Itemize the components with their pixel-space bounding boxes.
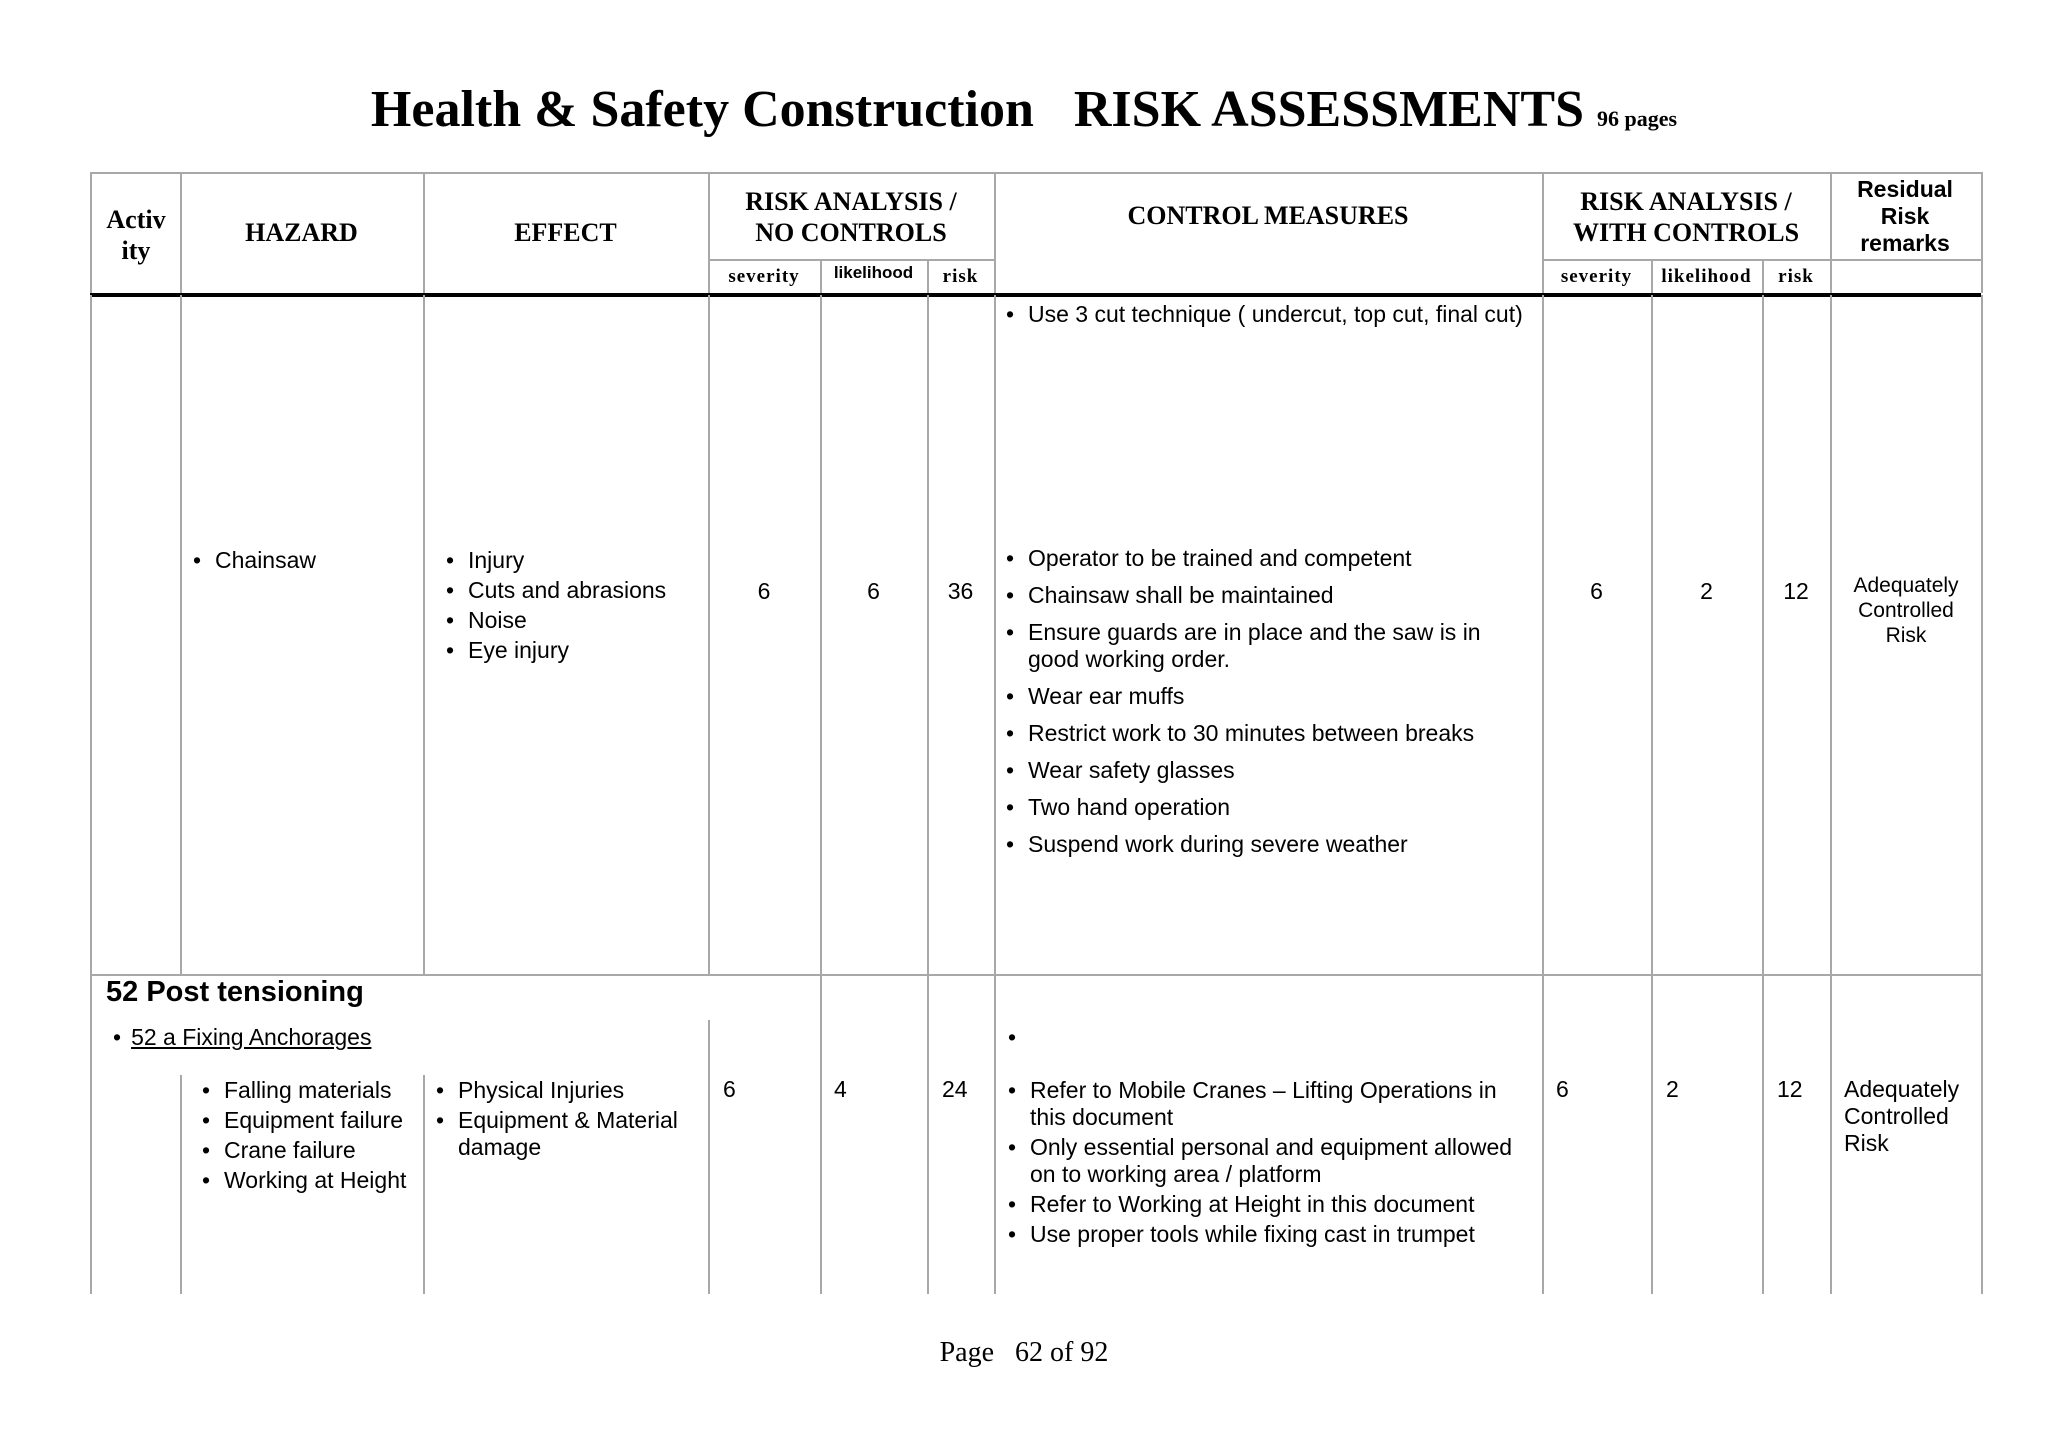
col-line [1542, 974, 1544, 1294]
col-line [90, 974, 92, 1294]
col-line [994, 974, 996, 1294]
col-line [927, 295, 929, 974]
col-line [423, 295, 425, 974]
chainsaw-likelihood-no-controls: 6 [867, 578, 880, 604]
list-item: • Operator to be trained and competent [1006, 545, 1526, 572]
anchorages-residual-remark: Adequately Controlled Risk [1844, 1076, 1960, 1156]
anchorages-severity-no-controls: 6 [723, 1076, 736, 1102]
chainsaw-severity-no-controls: 6 [757, 578, 771, 604]
chainsaw-residual-remark: Adequately Controlled Risk [1853, 574, 1959, 647]
col-line [1981, 172, 1983, 293]
bullet-icon: • [113, 1024, 122, 1050]
list-item: • Noise [446, 605, 696, 635]
sub-heading-item [113, 1024, 371, 1051]
chainsaw-effects [446, 545, 696, 665]
list-item: • Refer to Mobile Cranes – Lifting Operations in this document [1008, 1077, 1533, 1131]
title-pages: 96 pages [1597, 106, 1678, 131]
anchorages-risk-no-controls: 24 [942, 1076, 968, 1102]
col-line [1762, 974, 1764, 1294]
chainsaw-risk-no-controls: 36 [947, 578, 974, 604]
anchorages-effects [436, 1077, 700, 1161]
anchorages-likelihood-with-controls: 2 [1666, 1076, 1679, 1102]
col-line [1830, 974, 1832, 1294]
list-item: • Equipment & Material damage [436, 1107, 700, 1161]
col-line [1981, 295, 1983, 974]
anchorages-controls [1008, 1077, 1533, 1248]
list-item: • Cuts and abrasions [446, 575, 696, 605]
list-item: • Physical Injuries [436, 1077, 700, 1104]
empty-bullet-icon: • [1008, 1024, 1017, 1050]
title-sub: RISK ASSESSMENTS [1073, 81, 1584, 138]
header-likelihood-2: likelihood [1661, 266, 1752, 287]
header-severity-2: severity [1560, 266, 1633, 287]
row-divider [90, 974, 1981, 976]
col-line [90, 172, 92, 293]
list-item: • Suspend work during severe weather [1006, 831, 1526, 858]
anchorages-severity-with-controls: 6 [1556, 1076, 1569, 1102]
list-item: • Crane failure [202, 1137, 417, 1164]
page-number: Page 62 of 92 [939, 1337, 1109, 1368]
list-item: • Refer to Working at Height in this document [1008, 1191, 1533, 1218]
list-item: • Use proper tools while fixing cast in trumpet [1008, 1221, 1533, 1248]
chainsaw-hazards [193, 545, 413, 575]
list-item: • Falling materials [202, 1077, 417, 1104]
col-line [1542, 295, 1544, 974]
header-hazard: HAZARD [245, 218, 358, 247]
header-risk-1: risk [942, 266, 979, 287]
list-item: • Wear safety glasses [1006, 757, 1526, 784]
col-line [1651, 974, 1653, 1294]
anchorages-hazards [202, 1077, 417, 1194]
header-bottom-border [90, 293, 1981, 297]
col-line [1651, 295, 1653, 974]
col-line [994, 295, 996, 974]
chainsaw-likelihood-with-controls: 2 [1700, 578, 1713, 604]
list-item: • Two hand operation [1006, 794, 1526, 821]
list-item: • Injury [446, 545, 696, 575]
list-item: • Wear ear muffs [1006, 683, 1526, 710]
chainsaw-risk-with-controls: 12 [1783, 578, 1809, 604]
list-item: • Ensure guards are in place and the saw is in good working order. [1006, 619, 1526, 673]
header-activity: Activ ity [106, 205, 166, 265]
chainsaw-severity-with-controls: 6 [1590, 578, 1603, 604]
document-title [0, 80, 2048, 139]
col-line [1830, 172, 1832, 293]
anchorages-risk-with-controls: 12 [1777, 1076, 1803, 1102]
list-item: • Restrict work to 30 minutes between breaks [1006, 720, 1526, 747]
list-item: • Use 3 cut technique ( undercut, top cut, final cut) [1006, 300, 1526, 329]
col-line [180, 295, 182, 974]
header-likelihood-1: likelihood [833, 263, 914, 282]
col-line [180, 1075, 182, 1294]
chainsaw-controls-top [1006, 300, 1526, 329]
col-line [820, 295, 822, 974]
anchorages-likelihood-no-controls: 4 [834, 1076, 847, 1102]
col-line [708, 1020, 710, 1294]
list-item: • Only essential personal and equipment allowed on to working area / platform [1008, 1134, 1533, 1188]
col-line [423, 1075, 425, 1294]
list-item: • Chainsaw [193, 545, 413, 575]
header-risk-2: risk [1778, 266, 1814, 287]
col-line [820, 974, 822, 1294]
header-residual: Residual Risk remarks [1857, 175, 1953, 256]
list-item: • Eye injury [446, 635, 696, 665]
col-line [1981, 974, 1983, 1294]
col-line [1830, 295, 1832, 974]
list-item: • Chainsaw shall be maintained [1006, 582, 1526, 609]
header-risk-with-controls: RISK ANALYSIS / WITH CONTROLS [1572, 187, 1800, 247]
list-item: • Equipment failure [202, 1107, 417, 1134]
title-main: Health & Safety Construction [370, 81, 1034, 138]
col-line [1762, 295, 1764, 974]
chainsaw-controls [1006, 545, 1526, 858]
fixing-anchorages-link[interactable]: 52 a Fixing Anchorages [131, 1024, 372, 1050]
section-heading: 52 Post tensioning [106, 976, 364, 1008]
header-effect: EFFECT [514, 218, 617, 247]
col-line [90, 295, 92, 974]
header-severity-1: severity [728, 266, 800, 287]
list-item: • Working at Height [202, 1167, 417, 1194]
col-line [927, 974, 929, 1294]
col-line [708, 295, 710, 974]
header-risk-no-controls: RISK ANALYSIS / NO CONTROLS [745, 187, 957, 247]
header-control-measures: CONTROL MEASURES [1127, 200, 1409, 230]
